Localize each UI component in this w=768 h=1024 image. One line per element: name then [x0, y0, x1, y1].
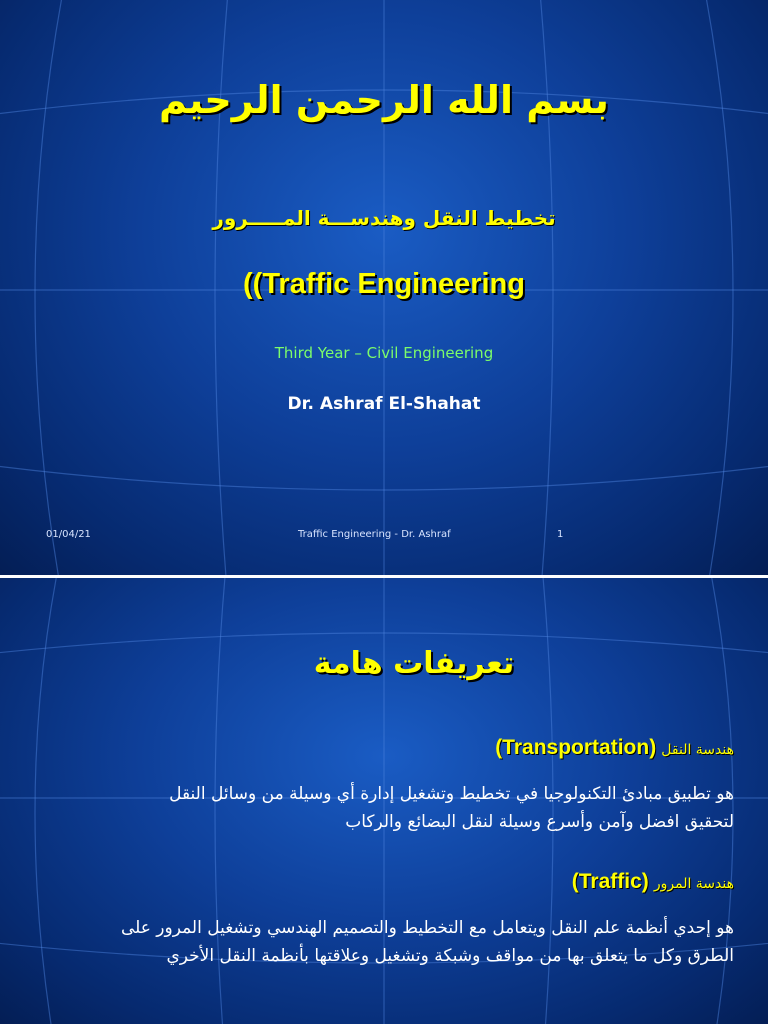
footer-title: Traffic Engineering - Dr. Ashraf [298, 529, 451, 540]
definition-line: هو إحدي أنظمة علم النقل ويتعامل مع التخطيط والتصميم الهندسي وتشغيل المرور على [120, 918, 734, 938]
footer-date: 01/04/21 [46, 529, 91, 540]
term-arabic: هندسة النقل [661, 742, 734, 758]
slide-title: تعريفات هامة [313, 646, 515, 681]
definition-line: هو تطبيق مبادئ التكنولوجيا في تخطيط وتشغيل إدارة أي وسيلة من وسائل النقل [169, 784, 734, 804]
definition-heading-traffic [572, 870, 734, 894]
term-english: (Transportation) [495, 736, 657, 759]
definition-line: لتحقيق افضل وآمن وأسرع وسيلة لنقل البضائع والركاب [345, 812, 734, 832]
basmala-title: بسم الله الرحمن الرحيم [159, 78, 609, 122]
definition-body-traffic [14, 914, 734, 970]
term-english: (Traffic) [571, 870, 649, 893]
course-year: Third Year – Civil Engineering [274, 344, 494, 362]
definition-body-transportation [14, 780, 734, 836]
author-name: Dr. Ashraf El-Shahat [287, 394, 481, 414]
footer-page-number: 1 [557, 529, 564, 540]
definitions-slide [0, 578, 768, 1024]
definition-line: الطرق وكل ما يتعلق بها من مواقف وشبكة وتشغيل وعلاقتها بأنظمة النقل الأخري [166, 946, 734, 966]
definition-heading-transportation [495, 736, 734, 760]
subtitle-arabic: تخطيط النقل وهندســـة المـــــرور [212, 206, 556, 230]
subtitle-english: ((Traffic Engineering [243, 268, 525, 300]
term-arabic: هندسة المرور [653, 876, 734, 892]
